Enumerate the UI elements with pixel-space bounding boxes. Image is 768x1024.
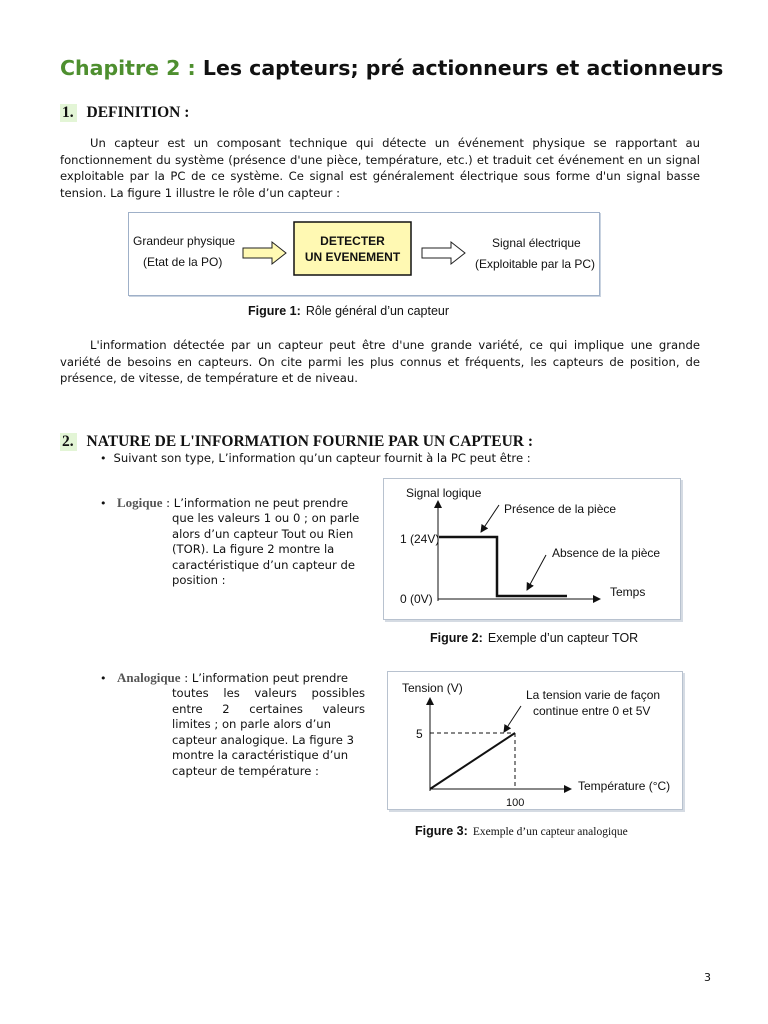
logique-separator: : — [162, 496, 174, 510]
fig3-annotation-arrow — [504, 706, 521, 732]
logique-term: Logique — [116, 495, 163, 510]
fig3-caption-text: Exemple d’un capteur analogique — [472, 826, 628, 838]
section-1-heading — [60, 104, 189, 122]
fig1-input-line2: (Etat de la PO) — [143, 255, 223, 269]
section-2-number: 2. — [60, 433, 77, 451]
figure-3-frame — [387, 671, 683, 810]
analogique-line-6: capteur de température : — [172, 763, 319, 778]
fig2-caption-text: Exemple d’un capteur TOR — [487, 631, 639, 645]
figure-3-chart — [388, 672, 682, 809]
analogique-term: Analogique — [116, 670, 181, 685]
fig2-presence-arrow — [481, 505, 499, 532]
section-2-heading — [60, 433, 533, 451]
fig1-caption-text: Rôle général d’un capteur — [305, 304, 450, 318]
figure-1-diagram — [129, 213, 599, 295]
fig1-output-line2: (Exploitable par la PC) — [475, 257, 596, 271]
intro-bullet — [100, 451, 531, 467]
logique-line-5: position : — [172, 573, 226, 587]
fig1-output-line1: Signal électrique — [492, 236, 581, 250]
analogique-line-5: montre la caractéristique d’un — [172, 748, 349, 762]
fig3-annotation-line2: continue entre 0 et 5V — [533, 704, 651, 718]
figure-1-frame — [128, 212, 600, 296]
logique-line-3: (TOR). La figure 2 montre la — [172, 542, 335, 556]
analogique-continuation — [172, 686, 365, 779]
analogique-line-2: entre 2 certaines valeurs — [172, 701, 365, 716]
fig3-x-axis-label: Température (°C) — [578, 779, 671, 793]
variety-paragraph: L'information détectée par un capteur peut être d'une grande variété, ce qui implique une grande variété de besoins en capteurs. On cite parmi les plus connus et fréquents, les capteurs de position, de présence, de vitesse, de température et de niveau. — [60, 338, 700, 385]
fig3-x-tick: 100 — [506, 797, 525, 809]
analogique-line-0: L’information peut prendre — [191, 671, 349, 685]
fig3-y-tick: 5 — [416, 727, 423, 741]
fig2-x-axis-label: Temps — [610, 585, 646, 599]
logique-line-1: que les valeurs 1 ou 0 ; on parle — [172, 511, 360, 525]
fig1-arrow-right — [422, 242, 465, 264]
fig2-high-label: 1 (24V) — [400, 532, 440, 546]
chapter-title — [60, 56, 723, 80]
bullet-icon: • — [100, 497, 117, 510]
fig1-input-line1: Grandeur physique — [133, 234, 236, 248]
fig3-y-axis-label: Tension (V) — [402, 681, 463, 695]
analogique-bullet — [100, 670, 348, 687]
analogique-line-4: capteur analogique. La figure 3 — [172, 732, 354, 747]
fig2-low-label: 0 (0V) — [400, 592, 433, 606]
page-number: 3 — [704, 971, 711, 984]
section-2-title: NATURE DE L'INFORMATION FOURNIE PAR UN CAPTEUR : — [86, 433, 533, 450]
fig1-box-line1: DETECTER — [320, 234, 385, 248]
chapter-name: Les capteurs; pré actionneurs et actionneurs — [202, 56, 724, 80]
analogique-line-3: limites ; on parle alors d’un — [172, 717, 332, 731]
figure-1-caption — [248, 300, 449, 319]
logique-line-0: L’information ne peut prendre — [173, 496, 349, 510]
fig1-caption-label: Figure 1: — [248, 304, 301, 318]
logique-line-2: alors d’un capteur Tout ou Rien — [172, 526, 354, 541]
fig2-absence-label: Absence de la pièce — [552, 546, 661, 560]
fig2-caption-label: Figure 2: — [430, 631, 483, 645]
intro-text: Suivant son type, L’information qu’un capteur fournit à la PC peut être : — [113, 451, 531, 465]
definition-paragraph: Un capteur est un composant technique qui détecte un événement physique se rapportant au fonctionnement du système (présence d'une pièce, température, etc.) et traduit cet événement en un signal exploitable par la PC de ce système. Ce signal est généralement électrique sous forme d'un signal basse tension. La figure 1 illustre le rôle d’un capteur : — [60, 136, 700, 200]
fig2-signal-line — [439, 537, 567, 596]
bullet-icon: • — [100, 672, 117, 685]
fig1-arrow-left — [243, 242, 286, 264]
analogique-line-1: toutes les valeurs possibles — [172, 686, 365, 700]
section-1-title: DEFINITION : — [86, 104, 190, 121]
section-1-number: 1. — [60, 104, 77, 122]
fig1-box-line2: UN EVENEMENT — [304, 250, 401, 264]
logique-continuation — [172, 511, 359, 589]
fig1-detect-box — [294, 222, 411, 275]
fig2-absence-arrow — [527, 555, 546, 590]
logique-line-4: caractéristique d’un capteur de — [172, 557, 355, 572]
fig2-presence-label: Présence de la pièce — [504, 502, 617, 516]
fig2-y-axis-label: Signal logique — [406, 486, 482, 500]
fig3-caption-label: Figure 3: — [415, 824, 468, 838]
chapter-number: Chapitre 2 : — [60, 56, 196, 80]
analogique-separator: : — [180, 671, 192, 685]
figure-2-chart — [384, 479, 680, 619]
figure-2-caption — [430, 627, 638, 646]
figure-2-frame — [383, 478, 681, 620]
logique-bullet — [100, 495, 348, 512]
fig3-annotation-line1: La tension varie de façon — [526, 688, 661, 702]
bullet-icon: • — [100, 452, 114, 465]
figure-3-caption — [415, 820, 628, 839]
fig3-voltage-line — [430, 733, 515, 789]
